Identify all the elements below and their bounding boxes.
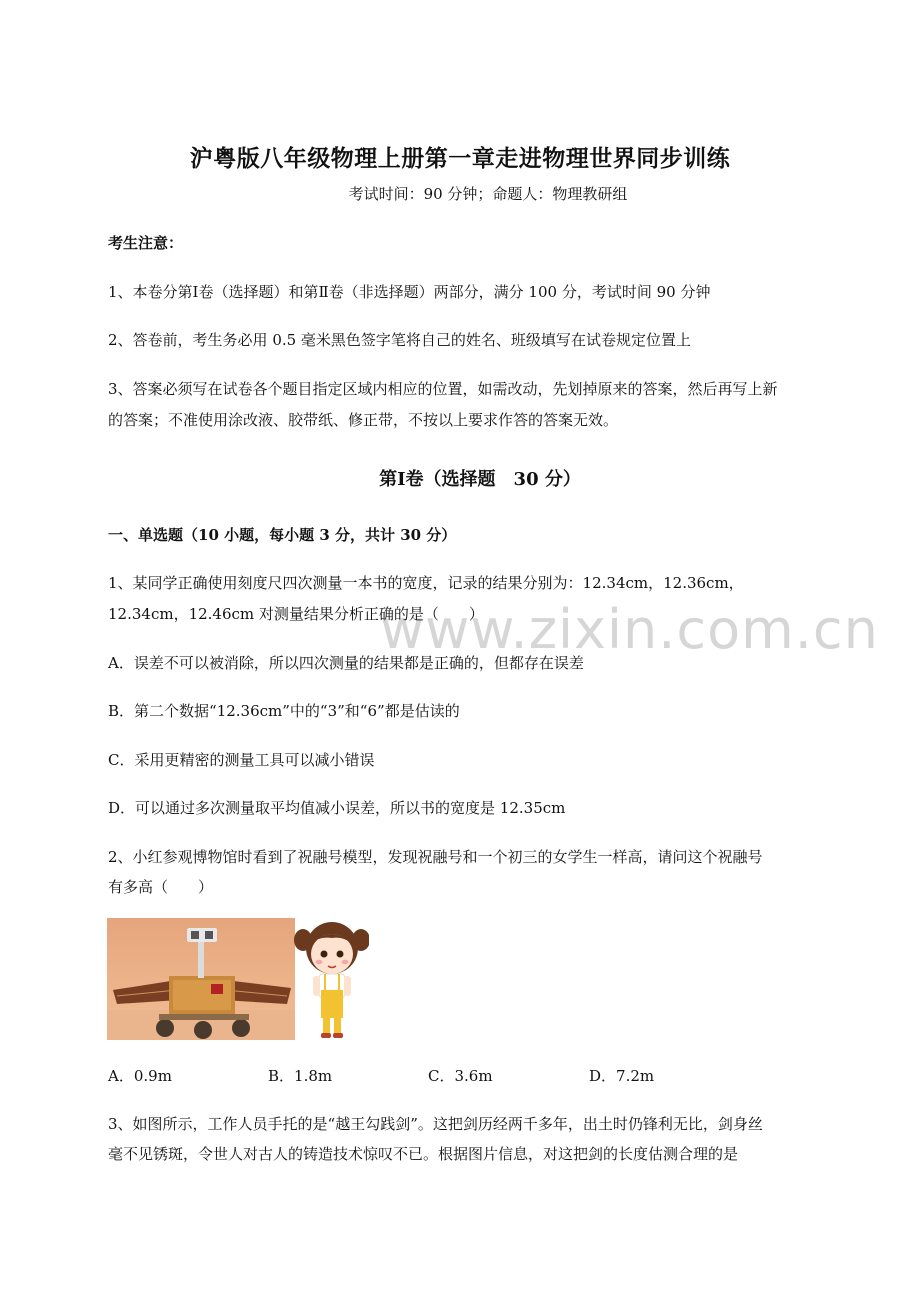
notice-heading: 考生注意： xyxy=(108,234,184,252)
question-2-option-a: A．0.9m xyxy=(108,1067,172,1085)
rover-photo-and-girl-illustration xyxy=(107,918,369,1040)
question-3-line-1: 3、如图所示，工作人员手托的是“越王勾践剑”。这把剑历经两千多年，出土时仍锋利无比，剑身丝 xyxy=(108,1115,763,1133)
rover-and-girl-figure xyxy=(107,918,369,1040)
girl-illustration xyxy=(294,918,369,1040)
question-2-option-b: B．1.8m xyxy=(268,1067,333,1085)
exam-info: 考试时间：90 分钟；命题人：物理教研组 xyxy=(348,185,628,203)
section-title: 第Ⅰ卷（选择题 30 分） xyxy=(379,469,581,490)
rover-photo xyxy=(107,918,295,1040)
watermark: www.zixin.com.cn xyxy=(380,598,879,661)
question-1-line-2: 12.34cm，12.46cm 对测量结果分析正确的是（ ） xyxy=(108,605,484,623)
page-title: 沪粤版八年级物理上册第一章走进物理世界同步训练 xyxy=(189,145,731,172)
question-2-line-1: 2、小红参观博物馆时看到了祝融号模型，发现祝融号和一个初三的女学生一样高，请问这个祝融号 xyxy=(108,848,763,866)
question-1-option-b: B．第二个数据“12.36cm”中的“3”和“6”都是估读的 xyxy=(108,702,460,720)
question-3-line-2: 毫不见锈斑，令世人对古人的铸造技术惊叹不已。根据图片信息，对这把剑的长度估测合理的是 xyxy=(108,1145,739,1163)
question-1-option-a: A．误差不可以被消除，所以四次测量的结果都是正确的，但都存在误差 xyxy=(108,654,584,672)
notice-item-1: 1、本卷分第Ⅰ卷（选择题）和第Ⅱ卷（非选择题）两部分，满分 100 分，考试时间 90 分钟 xyxy=(108,283,711,301)
question-2-option-d: D．7.2m xyxy=(589,1067,655,1085)
question-2-line-2: 有多高（ ） xyxy=(108,878,214,896)
notice-item-3-cont: 的答案；不准使用涂改液、胶带纸、修正带，不按以上要求作答的答案无效。 xyxy=(108,411,619,429)
question-1-line-1: 1、某同学正确使用刻度尺四次测量一本书的宽度，记录的结果分别为：12.34cm，12.36cm， xyxy=(108,574,744,592)
question-1-option-c: C．采用更精密的测量工具可以减小错误 xyxy=(108,751,375,769)
notice-item-2: 2、答卷前，考生务必用 0.5 毫米黑色签字笔将自己的姓名、班级填写在试卷规定位置上 xyxy=(108,331,691,349)
part-heading: 一、单选题（10 小题，每小题 3 分，共计 30 分） xyxy=(108,526,457,544)
notice-item-3: 3、答案必须写在试卷各个题目指定区域内相应的位置，如需改动，先划掉原来的答案，然后再写上新 xyxy=(108,380,778,398)
question-1-option-d: D．可以通过多次测量取平均值减小误差，所以书的宽度是 12.35cm xyxy=(108,799,566,817)
question-2-option-c: C．3.6m xyxy=(428,1067,493,1085)
